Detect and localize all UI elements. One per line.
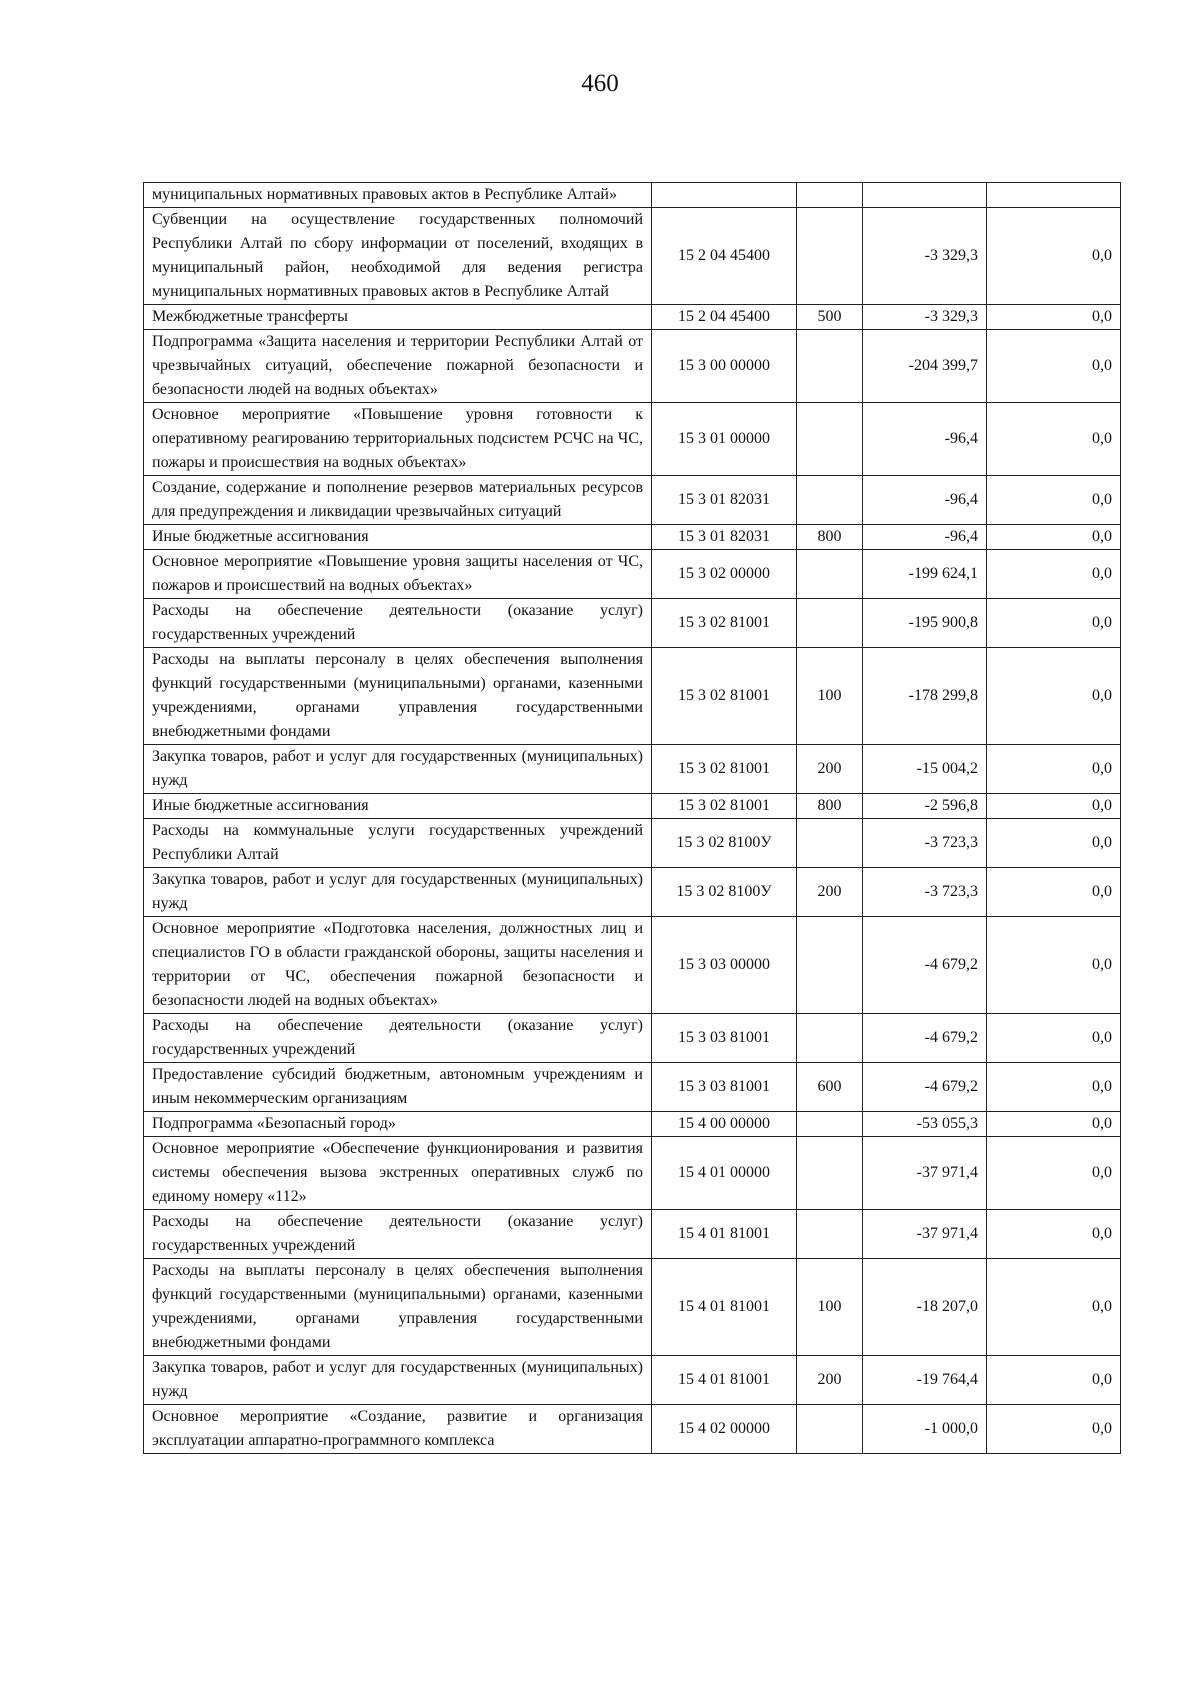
row-amount: -3 329,3 xyxy=(863,305,987,330)
row-amount-2: 0,0 xyxy=(987,599,1121,648)
table-row xyxy=(144,1014,1121,1063)
row-amount-2: 0,0 xyxy=(987,1210,1121,1259)
row-target-code: 15 3 01 00000 xyxy=(652,403,797,476)
row-amount-2: 0,0 xyxy=(987,648,1121,745)
row-target-code: 15 2 04 45400 xyxy=(652,208,797,305)
row-amount-2: 0,0 xyxy=(987,525,1121,550)
row-amount-2 xyxy=(987,183,1121,208)
row-expense-type xyxy=(797,476,863,525)
row-target-code: 15 3 02 81001 xyxy=(652,794,797,819)
row-expense-type xyxy=(797,599,863,648)
table-row xyxy=(144,745,1121,794)
table-row xyxy=(144,183,1121,208)
row-target-code: 15 4 01 00000 xyxy=(652,1137,797,1210)
row-amount: -4 679,2 xyxy=(863,1014,987,1063)
row-target-code: 15 4 01 81001 xyxy=(652,1259,797,1356)
row-amount: -96,4 xyxy=(863,476,987,525)
table-row xyxy=(144,648,1121,745)
row-target-code: 15 4 02 00000 xyxy=(652,1405,797,1454)
row-name: муниципальных нормативных правовых актов в Республике Алтай» xyxy=(144,183,652,208)
row-amount: -15 004,2 xyxy=(863,745,987,794)
row-amount: -3 723,3 xyxy=(863,819,987,868)
row-target-code: 15 3 00 00000 xyxy=(652,330,797,403)
table-row xyxy=(144,550,1121,599)
row-amount-2: 0,0 xyxy=(987,330,1121,403)
row-expense-type xyxy=(797,1014,863,1063)
row-target-code: 15 4 01 81001 xyxy=(652,1210,797,1259)
row-target-code: 15 3 02 81001 xyxy=(652,599,797,648)
row-amount-2: 0,0 xyxy=(987,819,1121,868)
row-expense-type: 800 xyxy=(797,794,863,819)
table-row xyxy=(144,476,1121,525)
row-amount-2: 0,0 xyxy=(987,1112,1121,1137)
row-target-code xyxy=(652,183,797,208)
row-amount-2: 0,0 xyxy=(987,917,1121,1014)
row-expense-type xyxy=(797,330,863,403)
row-expense-type xyxy=(797,550,863,599)
row-expense-type: 200 xyxy=(797,1356,863,1405)
row-name: Предоставление субсидий бюджетным, автономным учреждениям и иным некоммерческим организациям xyxy=(144,1063,652,1112)
row-amount: -96,4 xyxy=(863,403,987,476)
table-row xyxy=(144,599,1121,648)
row-amount-2: 0,0 xyxy=(987,403,1121,476)
table-row xyxy=(144,403,1121,476)
row-amount: -3 723,3 xyxy=(863,868,987,917)
row-amount-2: 0,0 xyxy=(987,208,1121,305)
row-amount: -204 399,7 xyxy=(863,330,987,403)
row-name: Расходы на обеспечение деятельности (оказание услуг) государственных учреждений xyxy=(144,1210,652,1259)
row-amount: -18 207,0 xyxy=(863,1259,987,1356)
row-expense-type: 800 xyxy=(797,525,863,550)
row-name: Подпрограмма «Защита населения и территории Республики Алтай от чрезвычайных ситуаций, обеспечение пожарной безопасности и безопасности людей на водных объектах» xyxy=(144,330,652,403)
table-row xyxy=(144,1137,1121,1210)
row-name: Иные бюджетные ассигнования xyxy=(144,525,652,550)
row-expense-type: 200 xyxy=(797,868,863,917)
row-name: Расходы на выплаты персоналу в целях обеспечения выполнения функций государственными (муниципальными) органами, казенными учреждениями, органами управления государственными внебюджетными фондами xyxy=(144,1259,652,1356)
row-expense-type xyxy=(797,1137,863,1210)
table-row xyxy=(144,1356,1121,1405)
row-target-code: 15 4 00 00000 xyxy=(652,1112,797,1137)
row-expense-type xyxy=(797,183,863,208)
row-amount: -37 971,4 xyxy=(863,1137,987,1210)
table-row xyxy=(144,1112,1121,1137)
row-amount: -3 329,3 xyxy=(863,208,987,305)
row-expense-type xyxy=(797,819,863,868)
row-amount: -1 000,0 xyxy=(863,1405,987,1454)
row-name: Основное мероприятие «Повышение уровня защиты населения от ЧС, пожаров и происшествий на водных объектах» xyxy=(144,550,652,599)
row-target-code: 15 3 03 81001 xyxy=(652,1063,797,1112)
row-name: Закупка товаров, работ и услуг для государственных (муниципальных) нужд xyxy=(144,868,652,917)
row-name: Расходы на коммунальные услуги государственных учреждений Республики Алтай xyxy=(144,819,652,868)
row-amount: -4 679,2 xyxy=(863,1063,987,1112)
row-expense-type: 200 xyxy=(797,745,863,794)
row-amount-2: 0,0 xyxy=(987,1356,1121,1405)
row-expense-type: 100 xyxy=(797,1259,863,1356)
row-name: Закупка товаров, работ и услуг для государственных (муниципальных) нужд xyxy=(144,745,652,794)
row-target-code: 15 3 02 8100У xyxy=(652,819,797,868)
row-name: Основное мероприятие «Создание, развитие и организация эксплуатации аппаратно-программного комплекса xyxy=(144,1405,652,1454)
row-amount-2: 0,0 xyxy=(987,868,1121,917)
row-expense-type xyxy=(797,917,863,1014)
table-row xyxy=(144,305,1121,330)
row-name: Иные бюджетные ассигнования xyxy=(144,794,652,819)
row-name: Закупка товаров, работ и услуг для государственных (муниципальных) нужд xyxy=(144,1356,652,1405)
table-row xyxy=(144,1063,1121,1112)
row-expense-type xyxy=(797,1112,863,1137)
table-row xyxy=(144,1210,1121,1259)
row-target-code: 15 3 03 00000 xyxy=(652,917,797,1014)
row-amount: -195 900,8 xyxy=(863,599,987,648)
table-row xyxy=(144,868,1121,917)
row-expense-type xyxy=(797,403,863,476)
row-expense-type: 600 xyxy=(797,1063,863,1112)
row-amount: -19 764,4 xyxy=(863,1356,987,1405)
table-row xyxy=(144,1259,1121,1356)
row-amount: -178 299,8 xyxy=(863,648,987,745)
row-amount-2: 0,0 xyxy=(987,794,1121,819)
row-amount-2: 0,0 xyxy=(987,1063,1121,1112)
row-name: Основное мероприятие «Повышение уровня готовности к оперативному реагированию территориальных подсистем РСЧС на ЧС, пожары и происшествия на водных объектах» xyxy=(144,403,652,476)
row-target-code: 15 3 02 8100У xyxy=(652,868,797,917)
row-amount xyxy=(863,183,987,208)
table-row xyxy=(144,525,1121,550)
row-amount-2: 0,0 xyxy=(987,476,1121,525)
row-name: Расходы на обеспечение деятельности (оказание услуг) государственных учреждений xyxy=(144,1014,652,1063)
table-row xyxy=(144,819,1121,868)
row-expense-type xyxy=(797,208,863,305)
row-target-code: 15 3 02 00000 xyxy=(652,550,797,599)
row-amount: -37 971,4 xyxy=(863,1210,987,1259)
row-amount-2: 0,0 xyxy=(987,745,1121,794)
row-expense-type: 500 xyxy=(797,305,863,330)
row-expense-type xyxy=(797,1210,863,1259)
row-target-code: 15 3 01 82031 xyxy=(652,525,797,550)
budget-table-body xyxy=(144,183,1121,1454)
row-amount: -96,4 xyxy=(863,525,987,550)
row-target-code: 15 3 03 81001 xyxy=(652,1014,797,1063)
row-amount-2: 0,0 xyxy=(987,550,1121,599)
row-name: Расходы на выплаты персоналу в целях обеспечения выполнения функций государственными (муниципальными) органами, казенными учреждениями, органами управления государственными внебюджетными фондами xyxy=(144,648,652,745)
row-amount: -2 596,8 xyxy=(863,794,987,819)
table-row xyxy=(144,330,1121,403)
row-amount-2: 0,0 xyxy=(987,305,1121,330)
row-amount-2: 0,0 xyxy=(987,1405,1121,1454)
table-row xyxy=(144,794,1121,819)
row-target-code: 15 2 04 45400 xyxy=(652,305,797,330)
row-name: Подпрограмма «Безопасный город» xyxy=(144,1112,652,1137)
row-target-code: 15 3 02 81001 xyxy=(652,648,797,745)
budget-table xyxy=(143,182,1121,1454)
row-target-code: 15 3 02 81001 xyxy=(652,745,797,794)
row-amount: -199 624,1 xyxy=(863,550,987,599)
row-amount-2: 0,0 xyxy=(987,1259,1121,1356)
row-name: Создание, содержание и пополнение резервов материальных ресурсов для предупреждения и ликвидации чрезвычайных ситуаций xyxy=(144,476,652,525)
row-amount: -53 055,3 xyxy=(863,1112,987,1137)
table-row xyxy=(144,1405,1121,1454)
row-amount-2: 0,0 xyxy=(987,1014,1121,1063)
row-amount: -4 679,2 xyxy=(863,917,987,1014)
row-target-code: 15 4 01 81001 xyxy=(652,1356,797,1405)
row-name: Основное мероприятие «Подготовка населения, должностных лиц и специалистов ГО в области гражданской обороны, защиты населения и территории от ЧС, обеспечения пожарной безопасности и безопасности людей на водных объектах» xyxy=(144,917,652,1014)
row-name: Расходы на обеспечение деятельности (оказание услуг) государственных учреждений xyxy=(144,599,652,648)
page-number: 460 xyxy=(581,70,619,97)
row-name: Основное мероприятие «Обеспечение функционирования и развития системы обеспечения вызова экстренных оперативных служб по единому номеру «112» xyxy=(144,1137,652,1210)
row-expense-type: 100 xyxy=(797,648,863,745)
row-amount-2: 0,0 xyxy=(987,1137,1121,1210)
table-row xyxy=(144,208,1121,305)
row-expense-type xyxy=(797,1405,863,1454)
row-name: Субвенции на осуществление государственных полномочий Республики Алтай по сбору информации от поселений, входящих в муниципальный район, необходимой для ведения регистра муниципальных нормативных правовых актов в Республике Алтай xyxy=(144,208,652,305)
row-name: Межбюджетные трансферты xyxy=(144,305,652,330)
row-target-code: 15 3 01 82031 xyxy=(652,476,797,525)
table-row xyxy=(144,917,1121,1014)
